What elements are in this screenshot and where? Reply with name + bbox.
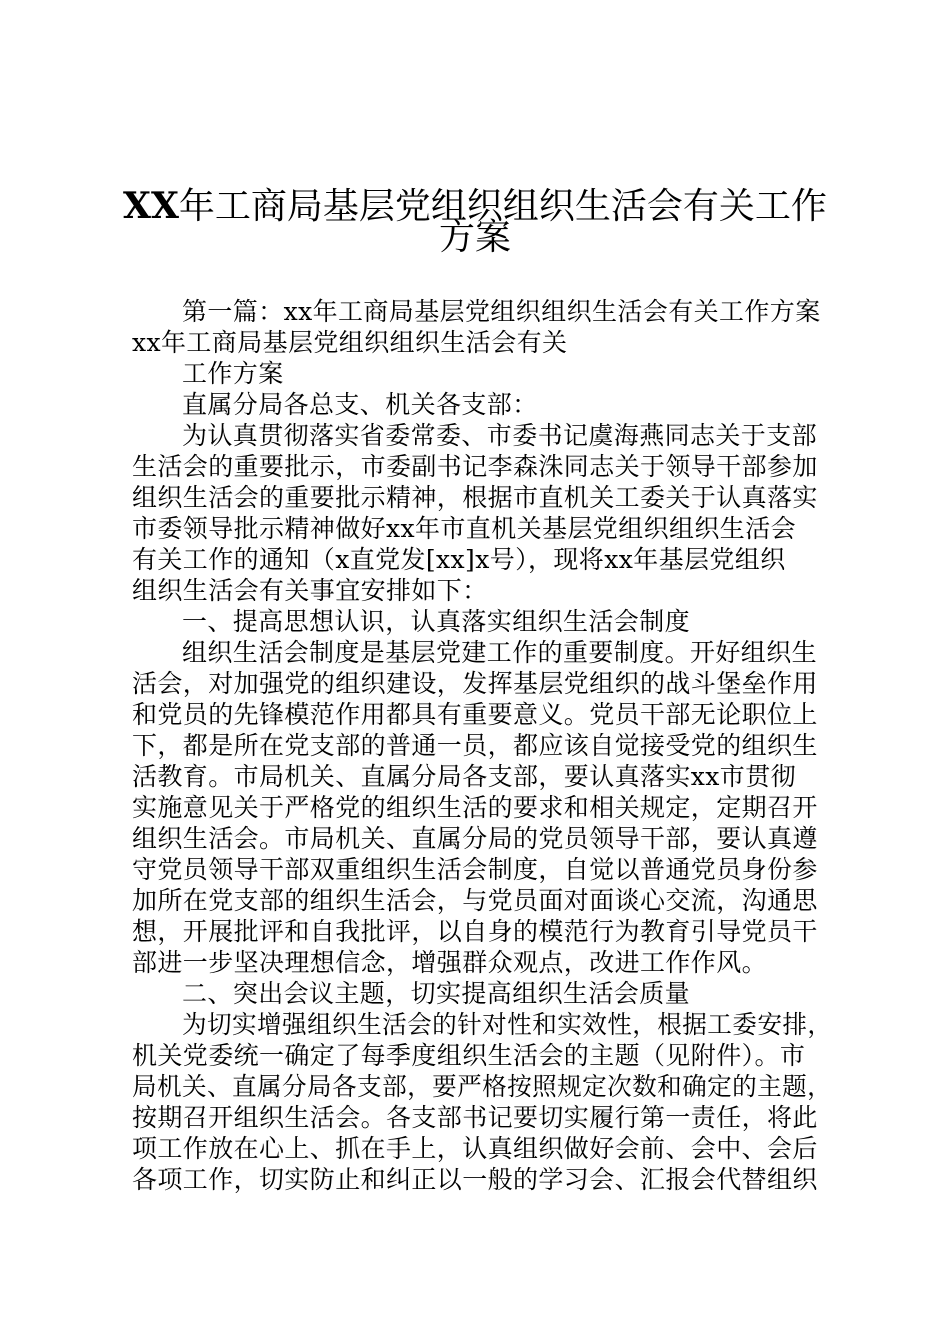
body-line: 机关党委统一确定了每季度组织生活会的主题（见附件）。市 — [132, 1041, 806, 1070]
body-line: 想，开展批评和自我批评，以自身的模范行为教育引导党员干 — [132, 917, 818, 946]
body-line: 为切实增强组织生活会的针对性和实效性，根据工委安排， — [182, 1010, 833, 1039]
body-line: 项工作放在心上、抓在手上，认真组织做好会前、会中、会后 — [132, 1134, 818, 1163]
body-line: 第一篇：xx年工商局基层党组织组织生活会有关工作方案 — [182, 297, 821, 326]
body-line: 局机关、直属分局各支部，要严格按照规定次数和确定的主题， — [132, 1072, 833, 1101]
body-line: 组织生活会制度是基层党建工作的重要制度。开好组织生 — [182, 638, 818, 667]
body-line: 市委领导批示精神做好xx年市直机关基层党组织组织生活会 — [132, 514, 797, 543]
section-heading: 二、突出会议主题，切实提高组织生活会质量 — [182, 979, 691, 1008]
body-line: 工作方案 — [182, 359, 284, 388]
body-line: 活会，对加强党的组织建设，发挥基层党组织的战斗堡垒作用 — [132, 669, 818, 698]
body-line: 为认真贯彻落实省委常委、市委书记虞海燕同志关于支部 — [182, 421, 818, 450]
body-line: 组织生活会有关事宜安排如下： — [132, 576, 488, 605]
body-line: 组织生活会。市局机关、直属分局的党员领导干部，要认真遵 — [132, 824, 818, 853]
body-line: 实施意见关于严格党的组织生活的要求和相关规定，定期召开 — [132, 793, 818, 822]
body-line: 守党员领导干部双重组织生活会制度，自觉以普通党员身份参 — [132, 855, 818, 884]
body-line: xx年工商局基层党组织组织生活会有关 — [132, 328, 568, 357]
body-line: 按期召开组织生活会。各支部书记要切实履行第一责任，将此 — [132, 1103, 818, 1132]
body-line: 有关工作的通知（x直党发[xx]x号），现将xx年基层党组织 — [132, 545, 786, 574]
body-line: 各项工作，切实防止和纠正以一般的学习会、汇报会代替组织 — [132, 1165, 818, 1194]
body-line: 组织生活会的重要批示精神，根据市直机关工委关于认真落实 — [132, 483, 818, 512]
title-line-1-text: 年工商局基层党组织组织生活会有关工作 — [178, 186, 827, 227]
body-line: 加所在党支部的组织生活会，与党员面对面谈心交流，沟通思 — [132, 886, 818, 915]
body-line: 直属分局各总支、机关各支部： — [182, 390, 538, 419]
section-heading: 一、提高思想认识，认真落实组织生活会制度 — [182, 607, 691, 636]
document-title-line-2: 方案 — [438, 217, 511, 258]
body-line: 部进一步坚决理想信念，增强群众观点，改进工作作风。 — [132, 948, 768, 977]
body-line: 活教育。市局机关、直属分局各支部，要认真落实xx市贯彻 — [132, 762, 797, 791]
body-line: 下，都是所在党支部的普通一员，都应该自觉接受党的组织生 — [132, 731, 818, 760]
body-line: 生活会的重要批示，市委副书记李森洙同志关于领导干部参加 — [132, 452, 818, 481]
title-xx-prefix: XX — [123, 185, 179, 227]
body-line: 和党员的先锋模范作用都具有重要意义。党员干部无论职位上 — [132, 700, 818, 729]
